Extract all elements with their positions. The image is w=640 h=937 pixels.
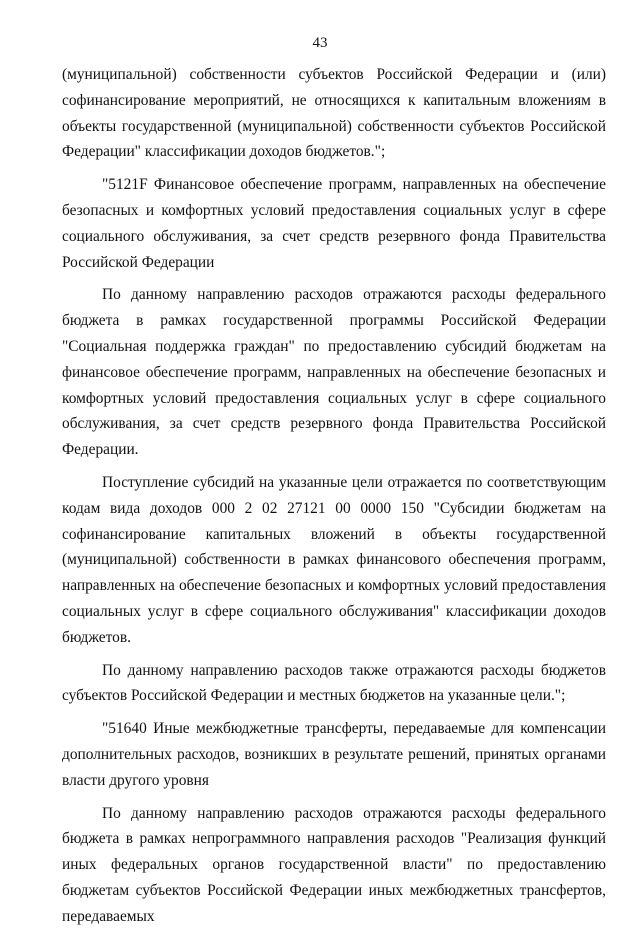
paragraph-2: "5121F Финансовое обеспечение программ, направленных на обеспечение безопасных и комфортных условий предоставления социальных услуг в сфере социального обслуживания, за счет средств резервного фонда Правительства Российской Федерации xyxy=(62,176,606,271)
paragraph-4: Поступление субсидий на указанные цели отражается по соответствующим кодам вида доходов 000 2 02 27121 00 0000 150 "Субсидии бюджетам на софинансирование капитальных вложений в объекты государственной (муниципальной) собственности в рамках финансового обеспечения программ, направленных на обеспечение безопасных и комфортных условий предоставления социальных услуг в сфере социального обслуживания" классификации доходов бюджетов. xyxy=(62,473,606,646)
document-body xyxy=(62,62,606,937)
paragraph-3: По данному направлению расходов отражаются расходы федерального бюджета в рамках государственной программы Российской Федерации "Социальная поддержка граждан" по предоставлению субсидий бюджетам на финансовое обеспечение программ, направленных на обеспечение безопасных и комфортных условий предоставления социальных услуг в сфере социального обслуживания, за счет средств резервного фонда Правительства Российской Федерации. xyxy=(62,286,606,459)
paragraph-5: По данному направлению расходов также отражаются расходы бюджетов субъектов Российской Федерации и местных бюджетов на указанные цели."; xyxy=(62,661,606,705)
page-number: 43 xyxy=(312,35,328,51)
paragraph-7: По данному направлению расходов отражаются расходы федерального бюджета в рамках непрограммного направления расходов "Реализация функций иных федеральных органов государственной власти" по предоставлению бюджетам субъектов Российской Федерации иных межбюджетных трансфертов, передаваемых xyxy=(62,804,606,925)
paragraph-6: "51640 Иные межбюджетные трансферты, передаваемые для компенсации дополнительных расходов, возникших в результате решений, принятых органами власти другого уровня xyxy=(62,720,606,789)
paragraph-1: (муниципальной) собственности субъектов Российской Федерации и (или) софинансирование мероприятий, не относящихся к капитальным вложениям в объекты государственной (муниципальной) собственности субъектов Российской Федерации" классификации доходов бюджетов."; xyxy=(62,66,606,161)
